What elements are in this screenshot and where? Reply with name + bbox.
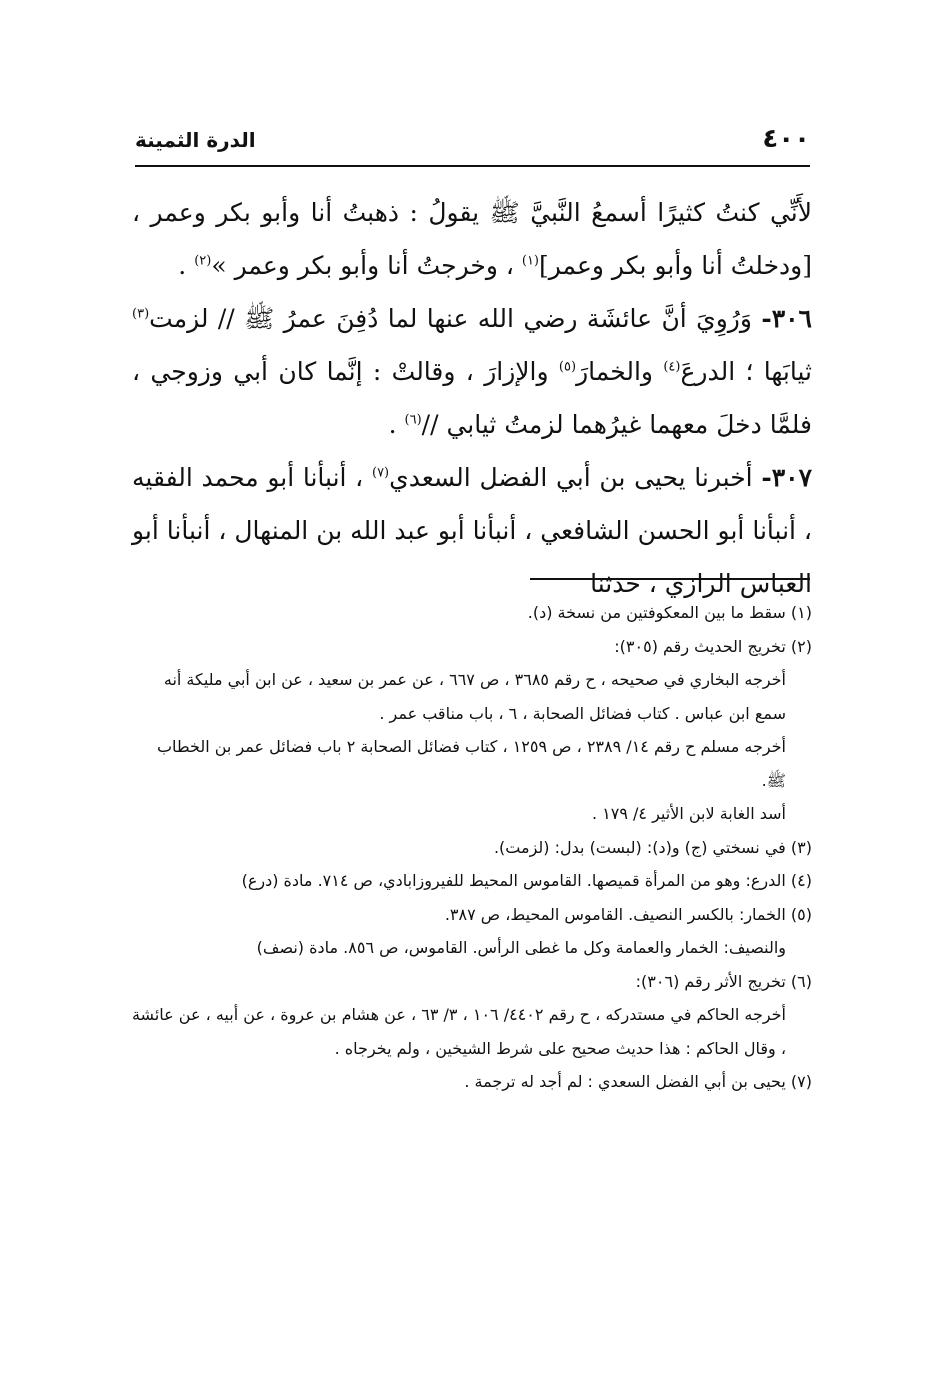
footnote: (١) سقط ما بين المعكوفتين من نسخة (د).: [527, 603, 812, 622]
footnote-ref: (٥): [558, 359, 577, 375]
footnote-ref: (٣): [132, 306, 150, 322]
footnote-ref: (١): [521, 253, 539, 269]
paragraph-continuation: لأَنِّي كنتُ كثيرًا أسمعُ النَّبيَّ ﷺ يقولُ : ذهبتُ أنا وأبو بكر وعمر ، [ودخلتُ أنا وأبو بكر وعمر]$^{(١)}$ ، وخرجتُ أنا وأبو بكر وعمر »$^{(٢)}$ .: [132, 198, 812, 280]
footnote-ref: (٦): [404, 412, 422, 428]
footnote: (٢) تخريج الحديث رقم (٣٠٥):: [614, 636, 812, 656]
header-rule: [135, 165, 810, 167]
book-title: الدرة الثمينة: [135, 128, 256, 152]
item-number: ٣٠٦-: [761, 304, 812, 333]
footnotes: [130, 596, 812, 1099]
main-text: [132, 186, 812, 610]
footnote: (٧) يحيى بن أبي الفضل السعدي : لم أجد له ترجمة .: [464, 1072, 812, 1091]
footnote-detail: أخرجه البخاري في صحيحه ، ح رقم ٣٦٨٥ ، ص ٦٦٧ ، عن عمر بن سعيد ، عن ابن أبي مليكة أنه سمع ابن عباس . كتاب فضائل الصحابة ، ٦ ، باب مناقب عمر .: [163, 670, 786, 723]
footnote: (٣) في نسختي (ج) و(د): (لبست) بدل: (لزمت).: [493, 837, 812, 857]
footnote-detail: أخرجه مسلم ح رقم ١٤/ ٢٣٨٩ ، ص ١٢٥٩ ، كتاب فضائل الصحابة ٢ باب فضائل عمر بن الخطاب ﷺ.: [156, 737, 786, 790]
footnote-ref: (٤): [663, 359, 681, 375]
footnote-detail: أسد الغابة لابن الأثير ٤/ ١٧٩ .: [591, 804, 786, 823]
paragraph-307: ٣٠٧- أخبرنا يحيى بن أبي الفضل السعدي$^{(٧)}$ ، أنبأنا أبو محمد الفقيه ، أنبأنا أبو الحسن الشافعي ، أنبأنا أبو عبد الله بن المنهال ، أنبأنا أبو العباس الرازي ، حدثنا: [132, 463, 813, 598]
footnote: (٦) تخريج الأثر رقم (٣٠٦):: [635, 971, 812, 991]
footnote-ref: (٢): [194, 253, 212, 269]
page-number: ٤٠٠: [762, 124, 810, 154]
footnote-detail: والنصيف: الخمار والعمامة وكل ما غطى الرأس. القاموس، ص ٨٥٦. مادة (نصف): [256, 938, 786, 957]
item-number: ٣٠٧-: [761, 463, 813, 492]
footnote-ref: (٧): [371, 465, 390, 481]
footnote: (٤) الدرع: وهو من المرأة قميصها. القاموس المحيط للفيروزابادي، ص ٧١٤. مادة (درع): [241, 871, 812, 890]
paragraph-306: ٣٠٦- وَرُوِيَ أنَّ عائشَة رضي الله عنها لما دُفِنَ عمرُ ﷺ // لزمت$^{(٣)}$ ثيابَها ؛ الدرعَ$^{(٤)}$ والخمارَ$^{(٥)}$ والإزارَ ، وقالتْ : إنَّما كان أبي وزوجي ، فلمَّا دخلَ معهما غيرُهما لزمتُ ثيابي //$^{(٦)}$ .: [132, 304, 812, 439]
footnote-detail: أخرجه الحاكم في مستدركه ، ح رقم ٤٤٠٢/ ١٠٦ ، ٣/ ٦٣ ، عن هشام بن عروة ، عن أبيه ، عن عائشة ، وقال الحاكم : هذا حديث صحيح على شرط الشيخين ، ولم يخرجاه .: [131, 1005, 786, 1058]
running-header: [135, 124, 810, 164]
footnote: (٥) الخمار: بالكسر النصيف. القاموس المحيط، ص ٣٨٧.: [444, 904, 812, 924]
footnote-separator: [530, 578, 810, 580]
